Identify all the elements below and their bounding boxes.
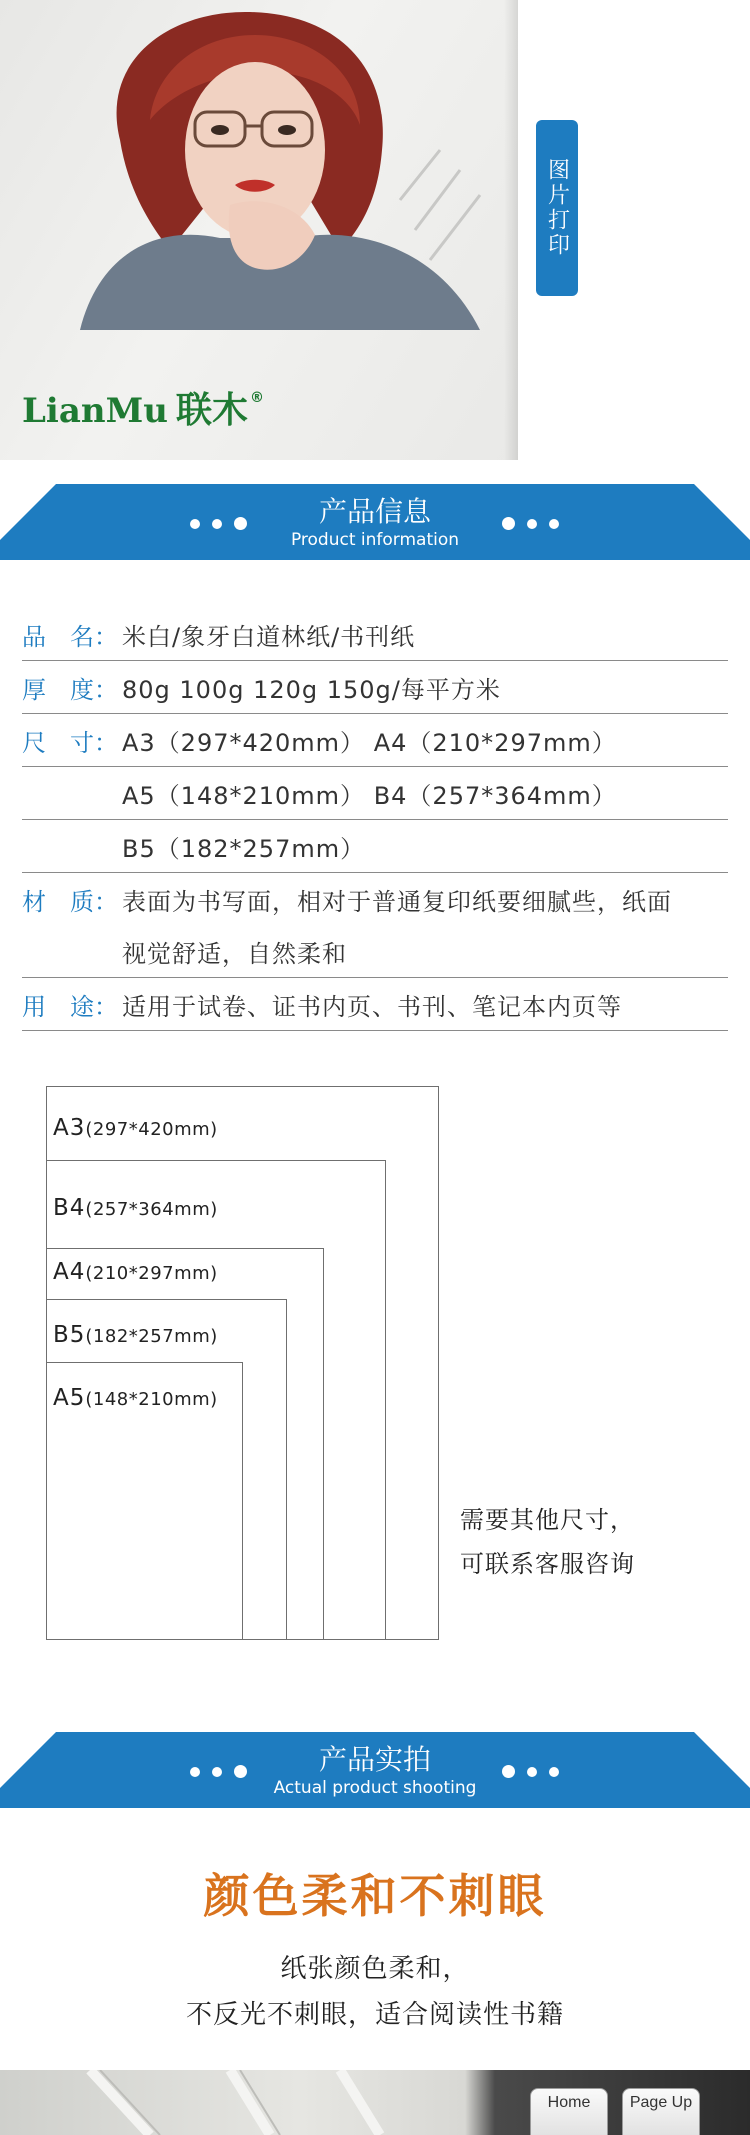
- sheet-a5: [46, 1362, 243, 1640]
- info-value: 80g 100g 120g 150g/每平方米: [122, 675, 501, 704]
- info-row-material: [22, 873, 728, 978]
- side-tag: [536, 120, 578, 296]
- info-label: 品 名：: [22, 622, 118, 651]
- info-row-name: [22, 608, 728, 661]
- banner-subtitle: Product information: [290, 530, 460, 550]
- registered-mark: ®: [249, 390, 264, 406]
- info-value: 米白/象牙白道林纸/书刊纸: [122, 622, 416, 651]
- feature-description-line1: 纸张颜色柔和，: [280, 1954, 470, 1984]
- info-row-size: [22, 714, 728, 767]
- info-value: B5（182*257mm）: [122, 834, 366, 863]
- sheet-label-a5: A5(148*210mm): [53, 1385, 218, 1411]
- brand-name-en: LianMu: [22, 391, 168, 431]
- product-info-list: [22, 608, 728, 1031]
- info-value: A3（297*420mm） A4（210*297mm）: [122, 728, 617, 757]
- sheet-label-b4: B4(257*364mm): [53, 1195, 218, 1221]
- banner-subtitle: Actual product shooting: [273, 1778, 477, 1798]
- info-value: 视觉舒适，自然柔和: [122, 939, 347, 968]
- info-row-usage: [22, 978, 728, 1031]
- portrait-illustration: [60, 0, 500, 330]
- brand-name-cn: 联木: [175, 389, 248, 431]
- info-row-size-cont: [22, 820, 728, 873]
- section-banner-actual-shooting: [0, 1732, 750, 1808]
- paper-edge-shadow: [504, 0, 518, 460]
- feature-headline: 颜色柔和不刺眼: [203, 1869, 547, 1923]
- feature-description-line2: 不反光不刺眼，适合阅读性书籍: [185, 2000, 564, 2030]
- sheet-label-b5: B5(182*257mm): [53, 1322, 218, 1348]
- custom-size-note: [460, 1498, 635, 1586]
- paper-stack-edges: [0, 2070, 470, 2135]
- info-value: 表面为书写面，相对于普通复印纸要细腻些，纸面: [122, 887, 672, 916]
- product-photo: [0, 2070, 750, 2135]
- info-row-thickness: [22, 661, 728, 714]
- feature-description: [0, 1946, 750, 2038]
- keyboard-key-home: Home: [530, 2088, 608, 2135]
- info-value: 适用于试卷、证书内页、书刊、笔记本内页等: [122, 992, 622, 1021]
- info-label: 尺 寸：: [22, 728, 118, 757]
- info-label: 用 途：: [22, 992, 118, 1021]
- info-row-size-cont: [22, 767, 728, 820]
- brand-logo: [22, 382, 264, 432]
- sheet-label-a3: A3(297*420mm): [53, 1115, 218, 1141]
- section-banner-product-info: [0, 484, 750, 560]
- info-value: A5（148*210mm） B4（257*364mm）: [122, 781, 617, 810]
- keyboard-key-pageup: Page Up: [622, 2088, 700, 2135]
- custom-size-note-line1: 需要其他尺寸，: [460, 1506, 635, 1534]
- custom-size-note-line2: 可联系客服咨询: [460, 1550, 635, 1578]
- hero-image: [0, 0, 518, 460]
- info-label: 材 质：: [22, 887, 118, 916]
- side-tag-label: 图片打印: [544, 158, 570, 258]
- info-label: 厚 度：: [22, 675, 118, 704]
- banner-title: 产品信息: [318, 495, 431, 528]
- banner-title: 产品实拍: [318, 1743, 431, 1776]
- sheet-label-a4: A4(210*297mm): [53, 1259, 218, 1285]
